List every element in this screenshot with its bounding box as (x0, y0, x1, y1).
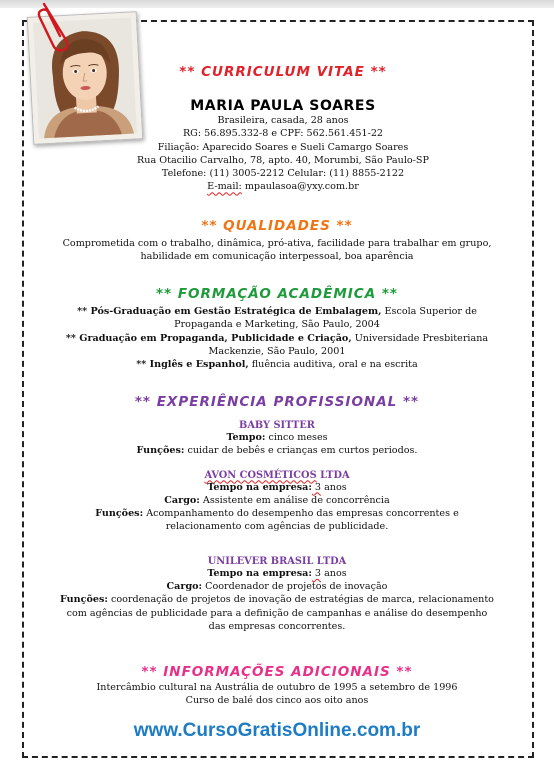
job-entry-2 (60, 470, 494, 534)
informacoes-line-1: Intercâmbio cultural na Austrália de outubro de 1995 a setembro de 1996 (96, 682, 458, 693)
job-1-functions (60, 444, 494, 457)
job-entry-1 (60, 420, 494, 458)
job-3-functions-line-3: das empresas concorrentes. (208, 620, 346, 632)
job-2-time (60, 481, 494, 494)
candidate-name: MARIA PAULA SOARES (190, 98, 376, 114)
job-2-time-unit: anos (321, 481, 347, 493)
job-2-role-value: Assistente em análise de concorrência (199, 494, 390, 506)
job-2-role (60, 494, 494, 507)
personal-email-line (118, 180, 448, 193)
personal-documents: RG: 56.895.332-8 e CPF: 562.561.451-22 (182, 128, 384, 140)
job-3-role (60, 580, 494, 593)
job-2-time-label: Tempo na empresa: (207, 481, 312, 493)
job-3-functions-line-2: com agências de publicidade para a definição de campanhas e análise do desempenho (66, 607, 488, 619)
email-address[interactable]: mpaulasoa@yxy.com.br (244, 181, 359, 193)
job-3-functions (60, 593, 494, 606)
email-label: E-mail: (207, 181, 242, 193)
formacao-item-1 (60, 305, 494, 318)
job-3-time-unit: anos (321, 567, 347, 579)
job-3-functions-line-1: coordenação de projetos de inovação de estratégias de marca, relacionamento (107, 594, 494, 606)
page-title: ** CURRICULUM VITAE ** (179, 64, 387, 80)
job-2-functions-label: Funções: (95, 508, 144, 520)
job-1-time-value: cinco meses (265, 432, 328, 443)
job-3-time-number: 3 (311, 567, 322, 579)
top-bar (0, 0, 554, 8)
website-link[interactable]: www.CursoGratisOnline.com.br (133, 720, 421, 741)
job-3-time-label: Tempo na empresa: (207, 567, 312, 579)
job-1-functions-label: Funções: (136, 445, 185, 457)
qualidades-heading: ** QUALIDADES ** (201, 218, 353, 234)
job-3-time (60, 567, 494, 580)
job-2-functions-line-2: relacionamento com agências de publicidade. (165, 521, 389, 533)
qualidades-line-2: habilidade em comunicação interpessoal, boa aparência (140, 251, 414, 263)
formacao-item-2-title: ** Graduação em Propaganda, Publicidade e Criação, (65, 332, 352, 344)
job-3-functions-label: Funções: (60, 594, 108, 606)
personal-info (118, 98, 448, 194)
qualidades-line-1: Comprometida com o trabalho, dinâmica, pró-ativa, facilidade para trabalhar em grupo, (62, 238, 492, 249)
job-3-role-value: Coordenador de projetos de inovação (202, 581, 388, 593)
section-experiencia (60, 394, 494, 633)
formacao-item-3-detail: fluência auditiva, oral e na escrita (248, 359, 418, 371)
formacao-item-2-school: Universidade Presbiteriana (351, 332, 489, 344)
formacao-item-3-title: ** Inglês e Espanhol, (136, 359, 249, 371)
job-entry-3 (60, 556, 494, 633)
informacoes-heading: ** INFORMAÇÕES ADICIONAIS ** (141, 664, 413, 680)
job-1-company: BABY SITTER (239, 420, 315, 431)
job-1-time-label: Tempo: (226, 432, 266, 443)
job-2-functions (60, 507, 494, 520)
section-formacao (60, 286, 494, 371)
job-1-functions-value: cuidar de bebês e crianças em curtos periodos. (184, 445, 418, 457)
job-3-role-label: Cargo: (166, 581, 203, 593)
formacao-heading: ** FORMAÇÃO ACADÊMICA ** (156, 286, 398, 302)
job-2-company-name: AVON COSMÉTICOS (204, 469, 317, 481)
formacao-item-1-school: Escola Superior de (381, 306, 477, 317)
formacao-item-3 (60, 358, 494, 371)
job-2-role-label: Cargo: (164, 494, 200, 506)
job-3-company: UNILEVER BRASIL LTDA (207, 555, 347, 567)
formacao-item-2 (60, 332, 494, 345)
section-qualidades (60, 218, 494, 264)
informacoes-line-2: Curso de balé dos cinco aos oito anos (185, 695, 369, 707)
experiencia-heading: ** EXPERIÊNCIA PROFISSIONAL ** (134, 394, 420, 410)
paper-clip-icon (36, 0, 76, 52)
formacao-item-1-title: ** Pós-Graduação em Gestão Estratégica de Embalagem, (77, 306, 382, 317)
section-informacoes (60, 664, 494, 708)
job-2-company (60, 470, 494, 481)
formacao-item-2-line-2: Mackenzie, São Paulo, 2001 (208, 345, 346, 357)
personal-phone: Telefone: (11) 3005-2212 Celular: (11) 8855-2122 (161, 168, 405, 180)
job-2-functions-line-1: Acompanhamento do desempenho das empresas concorrentes e (143, 508, 459, 520)
formacao-item-1-line-2: Propaganda e Marketing, São Paulo, 2004 (174, 319, 380, 331)
personal-filiation: Filiação: Aparecido Soares e Sueli Camargo Soares (157, 141, 409, 153)
job-1-time (60, 431, 494, 444)
job-2-time-number: 3 (311, 481, 322, 493)
personal-status: Brasileira, casada, 28 anos (217, 115, 349, 126)
personal-address: Rua Otacilio Carvalho, 78, apto. 40, Morumbi, São Paulo-SP (137, 154, 429, 166)
job-2-company-suffix: LTDA (316, 469, 350, 481)
